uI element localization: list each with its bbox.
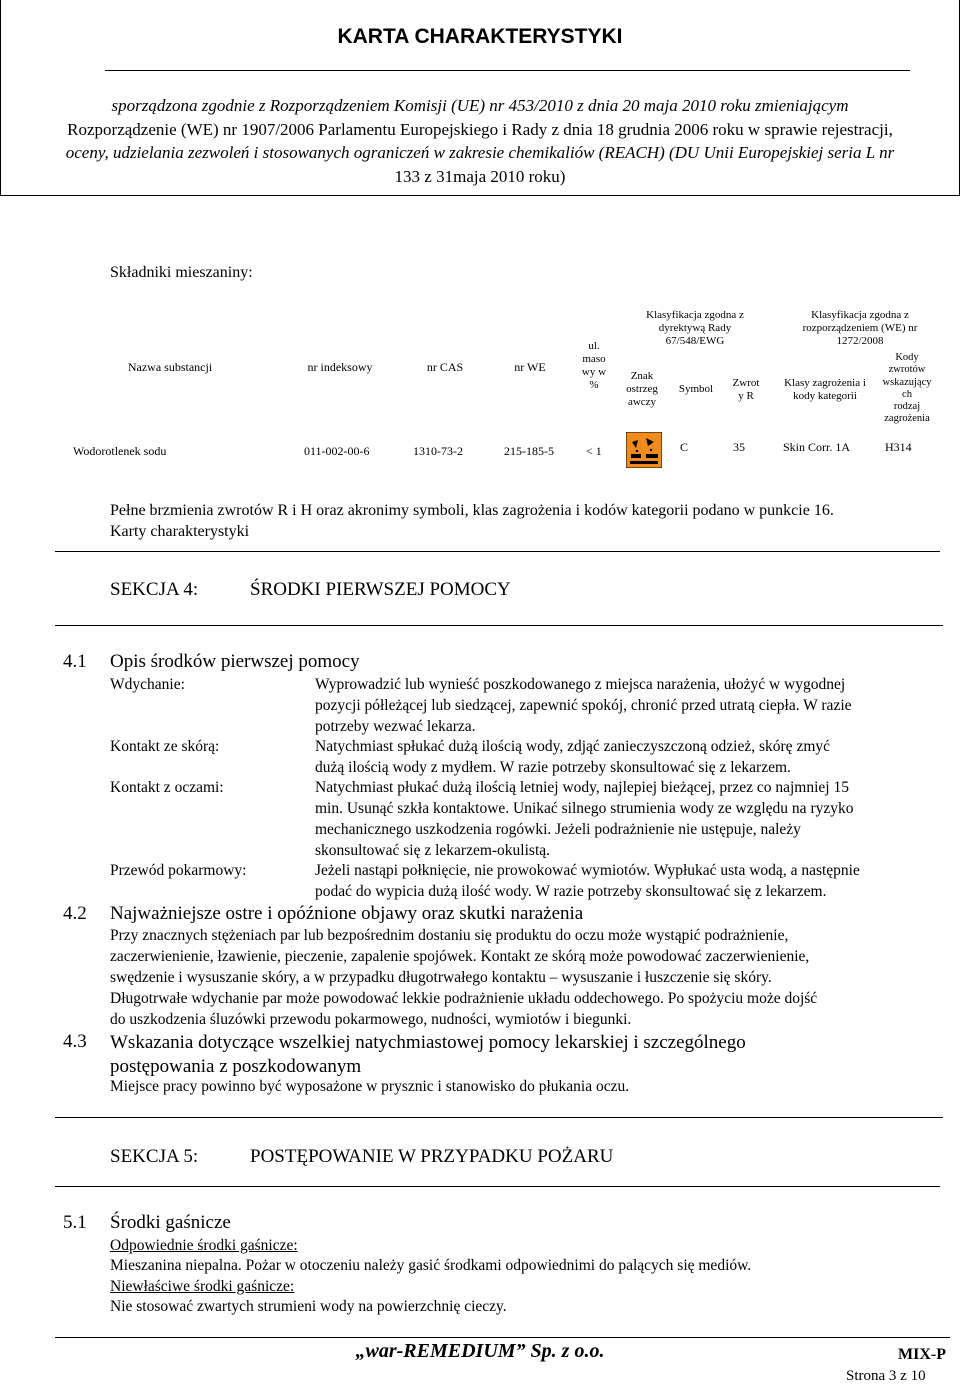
col-we: nr WE xyxy=(514,360,546,374)
text-skin xyxy=(315,736,950,778)
separator xyxy=(55,1117,943,1118)
cell-index: 011-002-00-6 xyxy=(304,444,370,458)
cell-we: 215-185-5 xyxy=(504,444,554,458)
col-mass-line: % xyxy=(589,379,599,391)
col-h-line: zagrożenia xyxy=(884,413,930,425)
text-inhalation xyxy=(315,674,950,737)
corrosive-pictogram xyxy=(626,432,662,468)
col-h-line: wskazujący xyxy=(882,376,932,388)
subtitle-line: 133 z 31maja 2010 roku) xyxy=(394,166,566,186)
s42-title: Najważniejsze ostre i opóźnione objawy oraz skutki narażenia xyxy=(110,903,584,924)
section4-number: SEKCJA 4: xyxy=(110,579,199,600)
col-r xyxy=(726,377,766,403)
s43-title-line: postępowania z poszkodowanym xyxy=(110,1056,362,1077)
text-ingestion xyxy=(315,860,950,902)
footer-rule xyxy=(55,1337,950,1338)
text-line: mechanicznego uszkodzenia rogówki. Jeżeli podrażnienie nie ustępuje, należy xyxy=(315,821,801,838)
col-h-line: ch xyxy=(902,388,912,400)
s42-number: 4.2 xyxy=(63,903,87,924)
footer-company: „war-REMEDIUM” Sp. z o.o. xyxy=(355,1340,605,1362)
col-class xyxy=(775,377,875,403)
col-h xyxy=(874,352,940,426)
text-line: potrzeby wezwać lekarza. xyxy=(315,718,476,735)
text-eyes xyxy=(315,777,950,861)
text-line: min. Usunąć szkła kontaktowe. Unikać silnego strumienia wody ze względu na ryzyko xyxy=(315,800,854,817)
subtitle-line: Rozporządzenie (WE) nr 1907/2006 Parlamentu Europejskiego i Rady z dnia 18 grudnia 2006 roku w sprawie rejestracji, xyxy=(67,119,893,139)
col-mass-line: wy w xyxy=(581,366,607,378)
label-eyes: Kontakt z oczami: xyxy=(110,779,224,796)
col-class-line: kody kategorii xyxy=(793,390,857,402)
col-dsd-line: dyrektywą Rady xyxy=(658,322,732,334)
label-ingestion: Przewód pokarmowy: xyxy=(110,862,247,879)
s41-number: 4.1 xyxy=(63,651,87,672)
s43-number: 4.3 xyxy=(63,1031,87,1052)
cell-r: 35 xyxy=(733,440,745,454)
text-line: swędzenie i wysuszanie skóry, a w przypadku długotrwałego kontaktu – wysuszanie i łuszczenie się skóry. xyxy=(110,969,772,986)
col-clp-line: 1272/2008 xyxy=(836,335,884,347)
text-line: Przy znacznych stężeniach par lub bezpośrednim dostaniu się produktu do oczu może wystąpić podrażnienie, xyxy=(110,927,789,944)
title-rule xyxy=(105,70,910,71)
text-line: Natychmiast spłukać dużą ilością wody, zdjąć zanieczyszczoną odzież, skórę zmyć xyxy=(315,738,831,755)
cell-mass: < 1 xyxy=(586,444,602,458)
col-h-line: rodzaj xyxy=(893,401,921,413)
document-title: KARTA CHARAKTERYSTYKI xyxy=(337,25,623,48)
suitable-label: Odpowiednie środki gaśnicze: xyxy=(110,1237,298,1254)
document-subtitle xyxy=(50,94,910,188)
col-mass xyxy=(574,340,614,392)
unsuitable-text: Nie stosować zwartych strumieni wody na powierzchnię cieczy. xyxy=(110,1298,507,1315)
col-symbol: Symbol xyxy=(678,383,714,395)
col-r-line: Zwrot xyxy=(732,377,760,389)
col-mass-line: ul. xyxy=(588,340,600,352)
col-h-line: zwrotów xyxy=(888,364,926,376)
col-class-line: Klasy zagrożenia i xyxy=(784,377,866,389)
col-sign-line: Znak xyxy=(630,370,654,382)
col-clp-line: rozporządzeniem (WE) nr xyxy=(802,322,918,334)
section4-title: ŚRODKI PIERWSZEJ POMOCY xyxy=(250,579,511,600)
text-line: do uszkodzenia śluzówki przewodu pokarmowego, nudności, wymiotów i biegunki. xyxy=(110,1011,632,1028)
footer-product: MIX-P xyxy=(898,1346,946,1363)
col-index: nr indeksowy xyxy=(307,360,373,374)
cell-name: Wodorotlenek sodu xyxy=(73,444,167,458)
suitable-text: Mieszanina niepalna. Pożar w otoczeniu należy gasić środkami odpowiednimi do palących się mediów. xyxy=(110,1257,752,1274)
footer-page: Strona 3 z 10 xyxy=(846,1368,926,1384)
col-dsd-line: Klasyfikacja zgodna z xyxy=(646,309,744,321)
subtitle-line: oceny, udzielania zezwoleń i stosowanych ograniczeń w zakresie chemikaliów (REACH) (DU Unii Europejskiej seria L nr xyxy=(65,143,895,162)
s41-title: Opis środków pierwszej pomocy xyxy=(110,651,360,672)
col-dsd xyxy=(625,309,765,348)
text-line: Wyprowadzić lub wynieść poszkodowanego z miejsca narażenia, ułożyć w wygodnej xyxy=(315,676,846,693)
note-line: Pełne brzmienia zwrotów R i H oraz akronimy symboli, klas zagrożenia i kodów kategorii podano w punkcie 16. xyxy=(110,502,834,519)
cell-class: Skin Corr. 1A xyxy=(783,440,851,454)
col-name: Nazwa substancji xyxy=(127,360,213,374)
label-skin: Kontakt ze skórą: xyxy=(110,738,220,755)
col-sign-line: awczy xyxy=(627,396,657,408)
col-clp xyxy=(780,309,940,348)
text-line: podać do wypicia dużą ilość wody. W razie potrzeby skonsultować się z lekarzem. xyxy=(315,883,827,900)
cell-symbol: C xyxy=(680,440,689,454)
text-line: Natychmiast płukać dużą ilością letniej wody, najlepiej bieżącej, przez co najmniej 15 xyxy=(315,779,849,796)
col-mass-line: maso xyxy=(582,353,606,365)
unsuitable-label: Niewłaściwe środki gaśnicze: xyxy=(110,1278,295,1295)
text-line: Długotrwałe wdychanie par może powodować lekkie podrażnienie układu oddechowego. Po spożyciu może dojść xyxy=(110,990,818,1007)
components-heading: Składniki mieszaniny: xyxy=(110,264,253,281)
text-line: dużą ilością wody z mydłem. W razie potrzeby skonsultować się z lekarzem. xyxy=(315,759,791,776)
s51-title: Środki gaśnicze xyxy=(110,1212,231,1233)
label-inhalation: Wdychanie: xyxy=(110,676,185,693)
cell-cas: 1310-73-2 xyxy=(413,444,463,458)
text-line: pozycji półleżącej lub siedzącej, zapewnić spokój, chronić przed utratą ciepła. W razie xyxy=(315,697,852,714)
section5-number: SEKCJA 5: xyxy=(110,1146,199,1167)
col-h-line: Kody xyxy=(895,352,919,363)
col-clp-line: Klasyfikacja zgodna z xyxy=(811,309,909,321)
col-sign xyxy=(622,370,662,409)
note-line: Karty charakterystyki xyxy=(110,523,250,540)
col-dsd-line: 67/548/EWG xyxy=(665,335,725,347)
s43-title xyxy=(110,1031,746,1079)
text-line: Jeżeli nastąpi połknięcie, nie prowokować wymiotów. Wypłukać usta wodą, a następnie xyxy=(315,862,860,879)
separator xyxy=(55,625,943,626)
s43-text: Miejsce pracy powinno być wyposażone w prysznic i stanowisko do płukania oczu. xyxy=(110,1078,630,1095)
col-r-line: y R xyxy=(738,390,754,402)
section5-title: POSTĘPOWANIE W PRZYPADKU POŻARU xyxy=(250,1146,614,1167)
text-line: zaczerwienienie, łzawienie, pieczenie, zapalenie spojówek. Kontakt ze skórą może powodować zaczerwienienie, xyxy=(110,948,810,965)
col-cas: nr CAS xyxy=(426,360,464,374)
separator xyxy=(55,551,940,552)
cell-h: H314 xyxy=(885,440,912,454)
separator xyxy=(55,1186,940,1187)
s43-title-line: Wskazania dotyczące wszelkiej natychmiastowej pomocy lekarskiej i szczególnego xyxy=(110,1032,746,1053)
s42-text xyxy=(110,925,950,1030)
subtitle-line: sporządzona zgodnie z Rozporządzeniem Komisji (UE) nr 453/2010 z dnia 20 maja 2010 roku zmieniającym xyxy=(111,96,849,115)
s51-number: 5.1 xyxy=(63,1212,87,1233)
components-note xyxy=(110,500,955,542)
text-line: skonsultować się z lekarzem-okulistą. xyxy=(315,842,551,859)
col-sign-line: ostrzeg xyxy=(626,383,658,395)
